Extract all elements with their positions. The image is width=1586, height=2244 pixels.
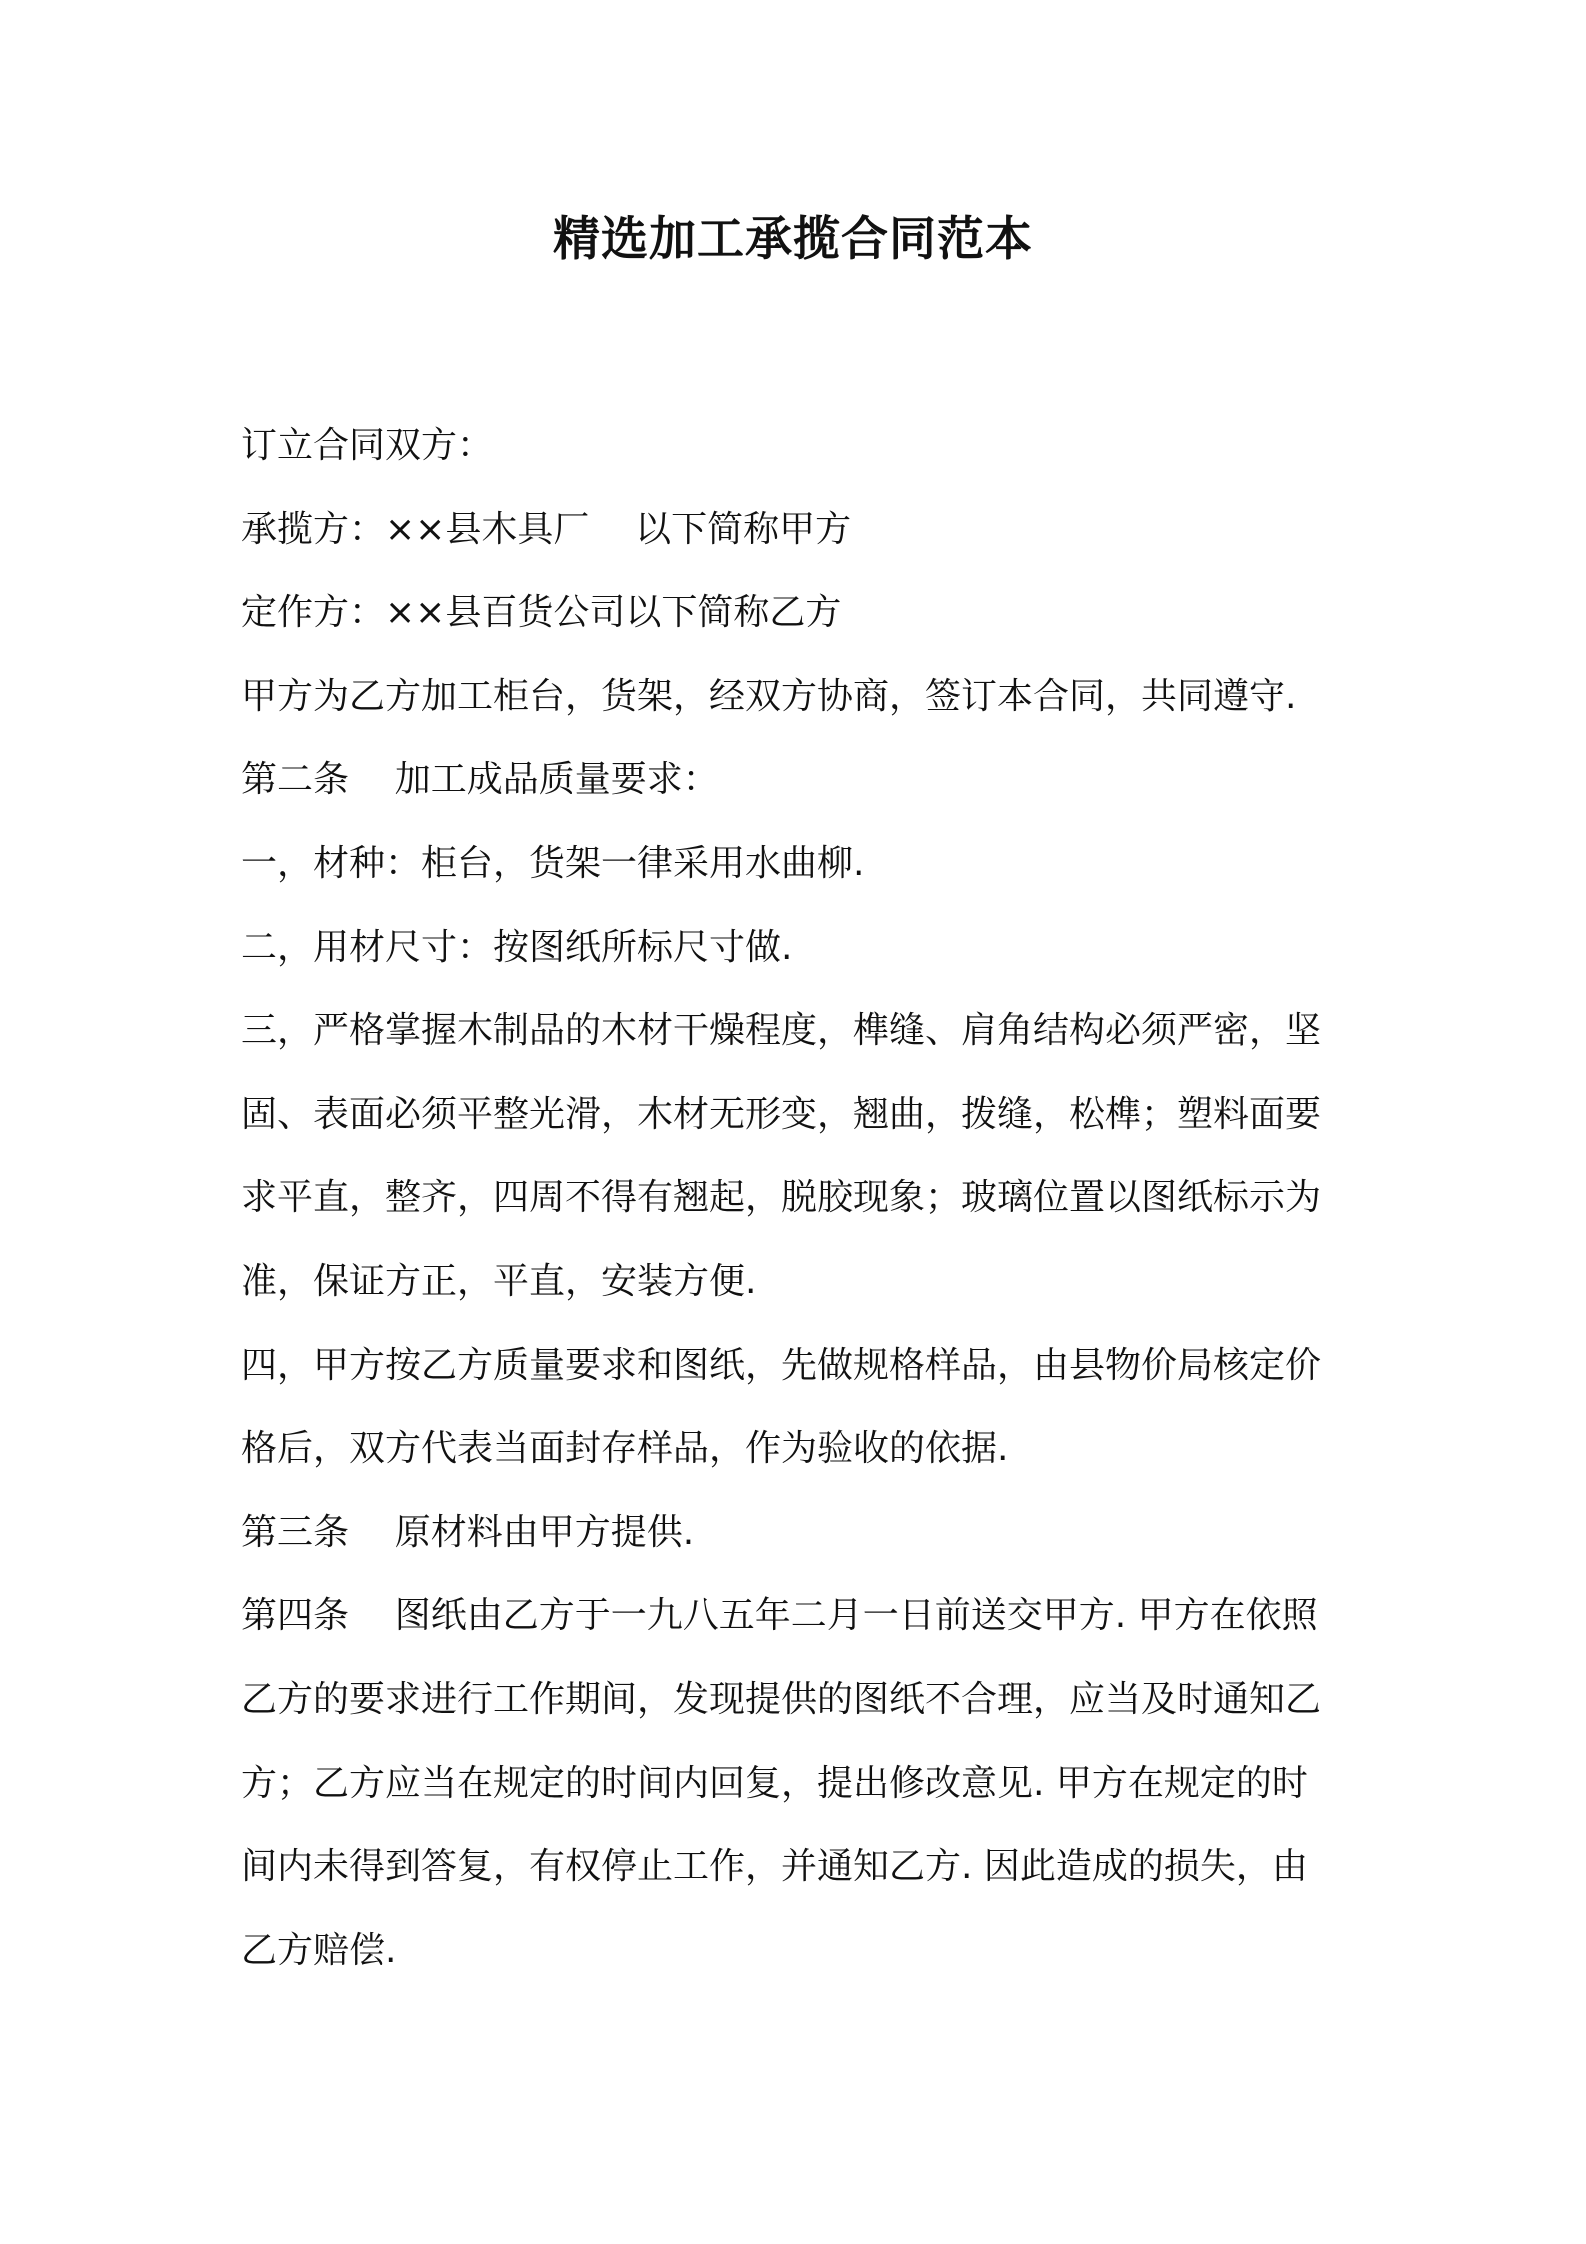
body-line: 定作方：××县百货公司以下简称乙方 (241, 592, 842, 634)
body-line: 乙方的要求进行工作期间，发现提供的图纸不合理，应当及时通知乙 (241, 1678, 1322, 1720)
body-line: 固、表面必须平整光滑，木材无形变，翘曲，拨缝，松榫；塑料面要 (241, 1093, 1322, 1135)
body-line: 甲方为乙方加工柜台，货架，经双方协商，签订本合同，共同遵守. (241, 675, 1297, 717)
body-line: 间内未得到答复，有权停止工作，并通知乙方. 因此造成的损失，由 (241, 1846, 1308, 1888)
document-title: 精选加工承揽合同范本 (553, 212, 1033, 267)
body-line: 求平直，整齐，四周不得有翘起，脱胶现象；玻璃位置以图纸标示为 (241, 1177, 1322, 1219)
body-line: 三，严格掌握木制品的木材干燥程度，榫缝、肩角结构必须严密，坚 (241, 1010, 1322, 1052)
body-line: 二，用材尺寸：按图纸所标尺寸做. (241, 926, 793, 968)
body-line: 第四条 图纸由乙方于一九八五年二月一日前送交甲方. 甲方在依照 (241, 1595, 1318, 1637)
body-line: 第二条 加工成品质量要求： (241, 759, 719, 801)
body-line: 格后，双方代表当面封存样品，作为验收的依据. (241, 1428, 1009, 1470)
body-line: 四，甲方按乙方质量要求和图纸，先做规格样品，由县物价局核定价 (241, 1344, 1322, 1386)
body-line: 准，保证方正，平直，安装方便. (241, 1260, 757, 1302)
body-line: 一，材种：柜台，货架一律采用水曲柳. (241, 842, 865, 884)
body-line: 承揽方：××县木具厂 以下简称甲方 (241, 508, 852, 550)
body-line: 方；乙方应当在规定的时间内回复，提出修改意见. 甲方在规定的时 (241, 1762, 1308, 1804)
body-line: 订立合同双方： (241, 425, 494, 466)
contract-body (241, 404, 1361, 1992)
body-line: 第三条 原材料由甲方提供. (241, 1511, 695, 1553)
body-line: 乙方赔偿. (241, 1929, 397, 1971)
